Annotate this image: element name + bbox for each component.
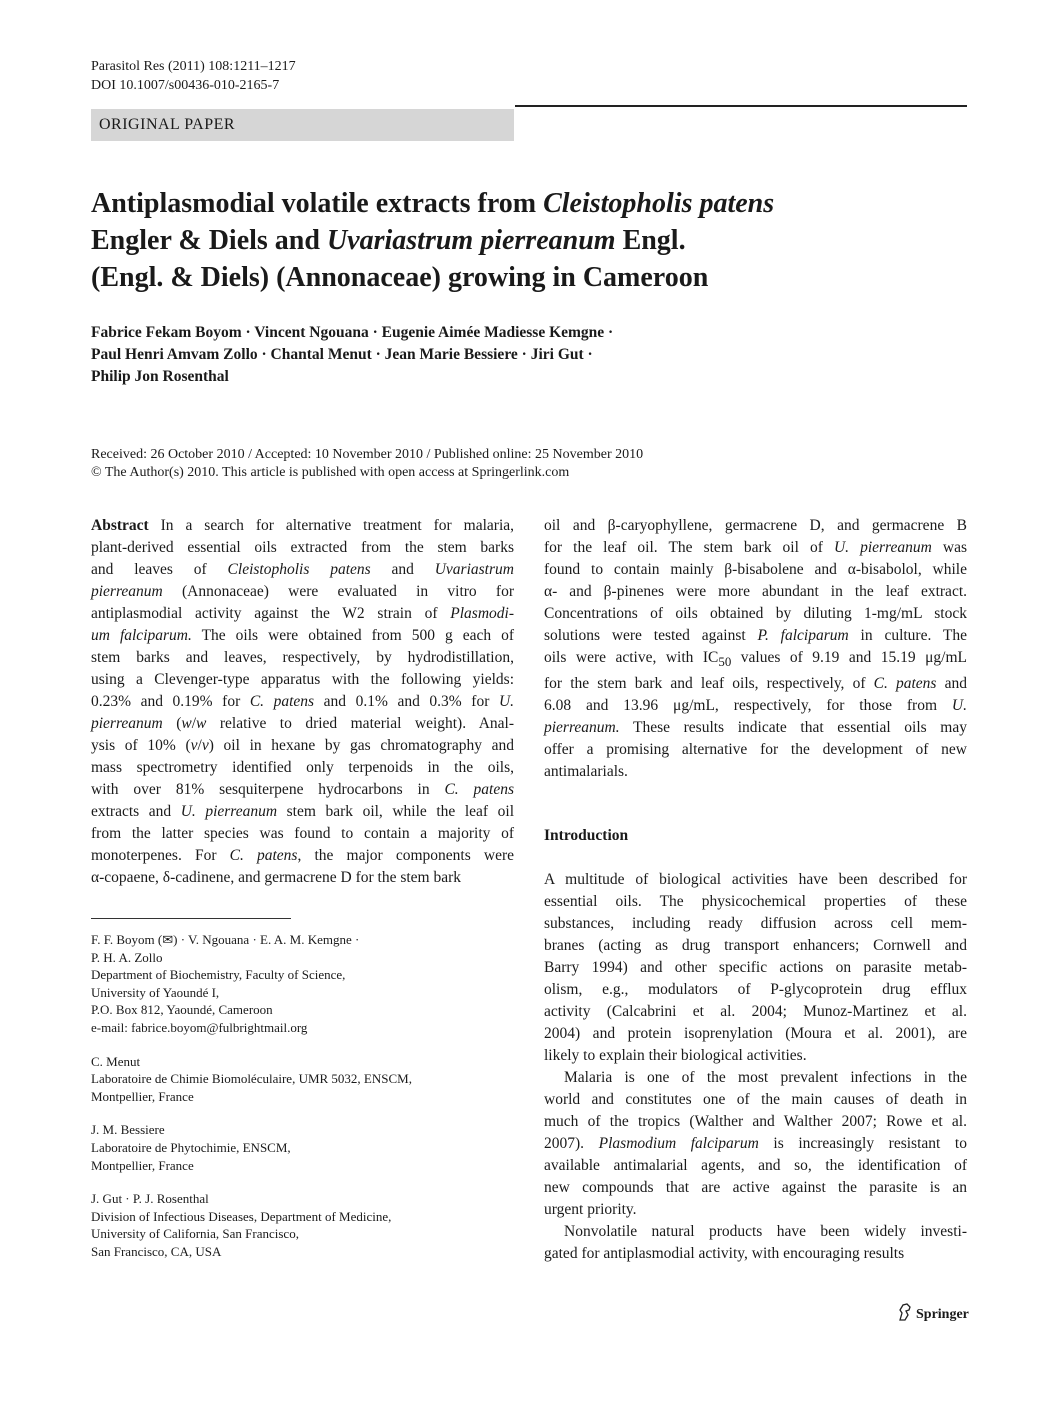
text-line: urgent priority.: [544, 1201, 637, 1218]
text-line: stem barks and leaves, respectively, by hydrodistillation,: [91, 649, 514, 666]
text-line: Barry 1994) and other specific actions on parasite metab-: [544, 959, 967, 976]
text-line: A multitude of biological activities have been described for: [544, 871, 967, 888]
author-line: Philip Jon Rosenthal: [91, 368, 229, 385]
author-line: Paul Henri Amvam Zollo · Chantal Menut · Jean Marie Bessiere · Jiri Gut ·: [91, 346, 593, 363]
affiliation-line: P.O. Box 812, Yaoundé, Cameroon: [91, 1002, 273, 1018]
text-line: α-copaene, δ-cadinene, and germacrene D for the stem bark: [91, 869, 462, 886]
affiliation-line: P. H. A. Zollo: [91, 949, 163, 965]
text-line: olism, e.g., modulators of P-glycoprotein drug efflux: [544, 981, 967, 998]
text-line: gated for antiplasmodial activity, with encouraging results: [544, 1245, 905, 1262]
text-line: oil and β-caryophyllene, germacrene D, and germacrene B: [544, 517, 967, 534]
introduction-body: [544, 869, 967, 1265]
text-line: Concentrations of oils obtained by diluting 1-mg/mL stock: [544, 605, 967, 622]
affiliation-group: [91, 1121, 521, 1174]
text-line: offer a promising alternative for the development of new: [544, 741, 967, 759]
affiliation-line: F. F. Boyom (✉) · V. Ngouana · E. A. M. Kemgne ·: [91, 932, 360, 947]
affiliation-line: University of California, San Francisco,: [91, 1226, 299, 1242]
text-line: much of the tropics (Walther and Walther 2007; Rowe et al.: [544, 1113, 967, 1130]
title-line: (Engl. & Diels) (Annonaceae) growing in Cameroon: [91, 262, 709, 293]
header-rule: [515, 105, 967, 107]
text-line: pierreanum. These results indicate that essential oils may: [544, 719, 967, 737]
publication-dates: [91, 446, 961, 482]
text-line: essential oils. The physicochemical properties of these: [544, 893, 967, 910]
text-line: for the stem bark and leaf oils, respectively, of C. patens and: [544, 675, 967, 693]
publisher-name: Springer: [916, 1307, 969, 1322]
affiliation-group: [91, 931, 521, 1037]
text-line: plant-derived essential oils extracted from the stem barks: [91, 539, 514, 556]
abstract-column-left: [91, 515, 514, 889]
introduction-heading: Introduction: [544, 827, 629, 844]
text-line: new compounds that are active against the parasite is an: [544, 1179, 967, 1196]
affiliation-line: Montpellier, France: [91, 1088, 194, 1104]
text-line: branes (acting as drug transport enhancers; Cornwell and: [544, 937, 967, 954]
text-line: Malaria is one of the most prevalent infections in the: [564, 1069, 967, 1086]
text-line: um falciparum. The oils were obtained from 500 g each of: [91, 627, 515, 644]
affiliation-group: [91, 1053, 521, 1106]
paper-title: [91, 185, 961, 296]
text-line: from the latter species was found to contain a majority of: [91, 825, 514, 842]
text-line: 0.23% and 0.19% for C. patens and 0.1% and 0.3% for U.: [91, 693, 515, 710]
text-line: antiplasmodial activity against the W2 strain of Plasmodi-: [91, 605, 514, 622]
text-line: pierreanum (Annonaceae) were evaluated in vitro for: [91, 583, 514, 600]
affiliation-line: University of Yaoundé I,: [91, 984, 220, 1000]
affiliation-line: Laboratoire de Phytochimie, ENSCM,: [91, 1139, 291, 1155]
affiliation-line: Laboratoire de Chimie Biomoléculaire, UMR 5032, ENSCM,: [91, 1071, 412, 1087]
text-line: 6.08 and 13.96 μg/mL, respectively, for those from U.: [544, 697, 967, 715]
text-line: oils were active, with $IC_{50}$ values of 9.19 and 15.19 μg/mL: [544, 649, 967, 670]
text-line: available antimalarial agents, and so, the identification of: [544, 1157, 967, 1174]
affiliation-line: J. Gut · P. J. Rosenthal: [91, 1191, 209, 1207]
springer-horse-icon: [897, 1303, 913, 1328]
affiliation-line: Department of Biochemistry, Faculty of Science,: [91, 967, 346, 983]
journal-doi: DOI 10.1007/s00436-010-2165-7: [91, 78, 280, 93]
text-line: solutions were tested against P. falciparum in culture. The: [544, 627, 968, 644]
affiliation-line: Division of Infectious Diseases, Department of Medicine,: [91, 1208, 392, 1224]
section-label: ORIGINAL PAPER: [91, 109, 514, 141]
affiliation-line: J. M. Bessiere: [91, 1122, 165, 1138]
title-line: Antiplasmodial volatile extracts from Cleistopholis patens: [91, 188, 775, 219]
publisher-logo: [897, 1303, 969, 1328]
affiliation-line: San Francisco, CA, USA: [91, 1243, 222, 1259]
text-line: likely to explain their biological activities.: [544, 1047, 807, 1064]
text-line: Abstract In a search for alternative treatment for malaria,: [91, 517, 514, 534]
text-line: found to contain mainly β-bisabolene and α-bisabolol, while: [544, 561, 967, 578]
text-line: using a Clevenger-type apparatus with the following yields:: [91, 671, 514, 688]
text-line: world and constitutes one of the main causes of death in: [544, 1091, 967, 1108]
author-line: Fabrice Fekam Boyom · Vincent Ngouana · Eugenie Aimée Madiesse Kemgne ·: [91, 324, 614, 341]
text-line: Nonvolatile natural products have been widely investi-: [564, 1223, 967, 1240]
author-list: [91, 322, 961, 388]
text-line: activity (Calcabrini et al. 2004; Munoz-Martinez et al.: [544, 1003, 967, 1020]
dates-line: Received: 26 October 2010 / Accepted: 10 November 2010 / Published online: 25 November 2010: [91, 447, 644, 462]
journal-citation: Parasitol Res (2011) 108:1211–1217: [91, 59, 296, 74]
affiliation-line: Montpellier, France: [91, 1157, 194, 1173]
title-line: Engler & Diels and Uvariastrum pierreanum Engl.: [91, 225, 686, 256]
text-line: monoterpenes. For C. patens, the major components were: [91, 847, 515, 864]
affiliation-line: e-mail: fabrice.boyom@fulbrightmail.org: [91, 1019, 308, 1035]
text-line: 2004) and protein isoprenylation (Moura et al. 2001), are: [544, 1025, 967, 1042]
text-line: mass spectrometry identified only terpenoids in the oils,: [91, 759, 514, 776]
text-line: pierreanum (w/w relative to dried material weight). Anal-: [91, 715, 514, 732]
text-line: and leaves of Cleistopholis patens and Uvariastrum: [91, 561, 514, 578]
text-line: α- and β-pinenes were more abundant in the leaf extract.: [544, 583, 967, 600]
text-line: with over 81% sesquiterpene hydrocarbons in C. patens: [91, 781, 514, 798]
abstract-column-right: [544, 515, 967, 783]
affiliation-line: C. Menut: [91, 1053, 141, 1069]
affiliation-group: [91, 1190, 521, 1260]
author-affiliations: [91, 931, 521, 1277]
text-line: 2007). Plasmodium falciparum is increasingly resistant to: [544, 1135, 967, 1152]
text-line: substances, including ready diffusion across cell mem-: [544, 915, 967, 932]
text-line: extracts and U. pierreanum stem bark oil, while the leaf oil: [91, 803, 514, 820]
text-line: ysis of 10% (v/v) oil in hexane by gas chromatography and: [91, 737, 514, 754]
text-line: for the leaf oil. The stem bark oil of U. pierreanum was: [544, 539, 967, 556]
copyright-line: © The Author(s) 2010. This article is published with open access at Springerlink.com: [91, 465, 570, 480]
footnote-rule: [91, 918, 291, 919]
text-line: antimalarials.: [544, 763, 628, 781]
